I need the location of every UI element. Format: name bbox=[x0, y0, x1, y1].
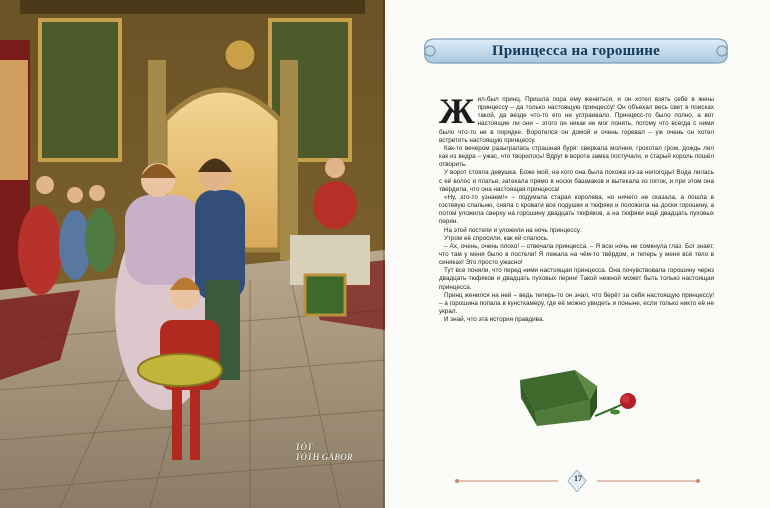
paragraph-1 bbox=[439, 91, 714, 145]
page-number: 17 bbox=[574, 474, 582, 483]
signature-line-1: TÓT bbox=[295, 442, 313, 452]
page-title: Принцесса на горошине bbox=[491, 43, 660, 59]
paragraph-3: У ворот стояла девушка. Боже мой, на кого она была похожа из-за непогоды! Вода лилась с её волос и платья, затекала прямо в носки башмаков и вытекала из пяток, и при этом она твердила, что она настоящая принцесса! bbox=[439, 169, 714, 193]
paragraph-4: «Ну, это-то узнаем!» – подумала старая королева, но ничего не сказала, а пошла в гостевую спальню, сняла с кровати все подушки и тюфяки и положила на доски горошину, а потом уложила сверху на горошину двадцать тюфяков, а на тюфяки ещё двадцать пуховых перин. bbox=[439, 193, 714, 226]
paragraph-5: На этой постели и уложили на ночь принцессу. bbox=[444, 226, 582, 234]
signature-line-2: TÓTH GÁBOR bbox=[295, 452, 353, 462]
paragraph-1-text: ил-был принц. Пришла пора ему жениться, и он хотел взять себе в жены принцессу – да только настоящую принцессу! Он объехал весь свет в поисках такой, да везде что-то его не устраивало. Принцесс-то было полно, а вот настоящие ли они – этого он никак не мог понять, потому что всегда с ними было что-то не в порядке. Воротился он домой и очень горевал – уж очень он хотел встретить настоящую принцессу. bbox=[439, 96, 714, 144]
artist-signature bbox=[295, 442, 353, 462]
paragraph-2: Как-то вечером разыгралась страшная буря: сверкала молния, грохотал гром, дождь лил как из ведра – ужас, что творилось! Вдруг в ворота замка постучали, и старый король пошёл отворить. bbox=[439, 144, 714, 169]
paragraph-9: Принц женился на ней – ведь теперь-то он знал, что берёт за себя настоящую принцессу! – а горошина попала в кунсткамеру, где её можно увидеть и поныне, если только никто её не украл. bbox=[439, 291, 714, 316]
text-page bbox=[385, 0, 770, 508]
paragraph-6: Утром её спросили, как ей спалось. bbox=[444, 234, 549, 242]
paragraph-8: Тут все поняли, что перед ними настоящая принцесса. Она почувствовала горошину через двадцать тюфяков и двадцать пуховых перин! Такой нежной может быть только настоящая принцесса. bbox=[439, 267, 714, 291]
story-text bbox=[439, 91, 714, 324]
drop-cap: Ж bbox=[439, 91, 475, 131]
page-footer-ornament bbox=[455, 470, 700, 492]
box-and-rose-illustration bbox=[515, 360, 645, 430]
paragraph-7: – Ах, очень, очень плохо! – отвечала принцесса. – Я всю ночь не сомкнула глаз. Бог знает, что там у меня было в постели! Я лежала на чём-то твёрдом, и теперь у меня всё тело в синяках! Это просто ужасно! bbox=[439, 242, 714, 267]
title-banner bbox=[421, 36, 731, 66]
paragraph-10: И знай, что эта история правдива. bbox=[444, 316, 545, 324]
